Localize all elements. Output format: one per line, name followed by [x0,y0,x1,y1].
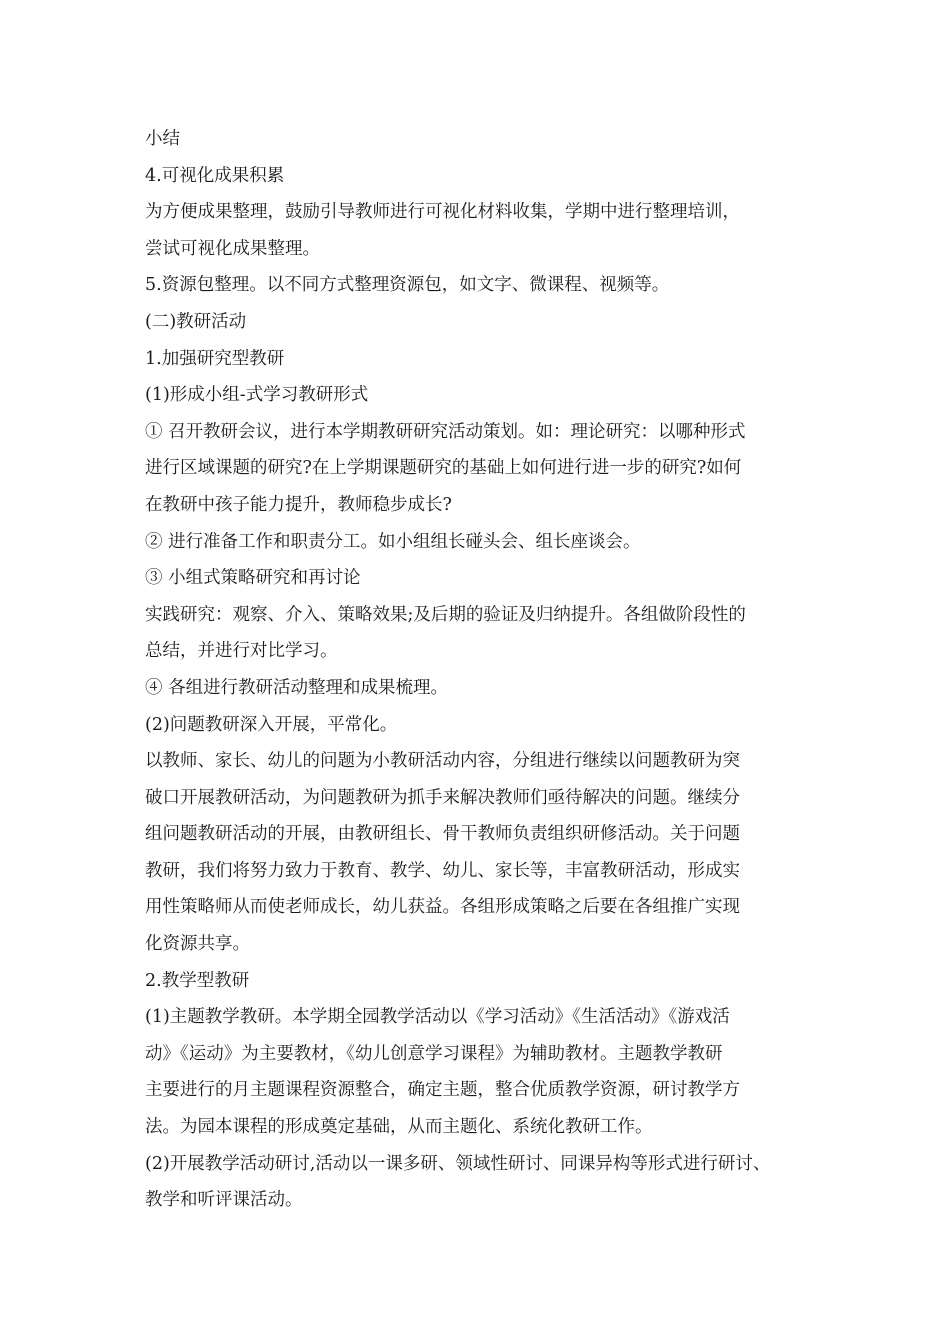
paragraph-line: 破口开展教研活动，为问题教研为抓手来解决教师们亟待解决的问题。继续分 [145,787,740,808]
paragraph-line: (1)主题教学教研。本学期全园教学活动以《学习活动》《生活活动》《游戏活 [145,1007,730,1028]
paragraph-line: ③ 小组式策略研究和再讨论 [145,568,361,589]
subsection-heading: 2.教学型教研 [145,970,250,991]
paragraph-line: 为方便成果整理，鼓励引导教师进行可视化材料收集，学期中进行整理培训， [145,202,740,223]
item-heading: (2)问题教研深入开展，平常化。 [145,714,398,735]
paragraph-line: ① 召开教研会议，进行本学期教研研究活动策划。如：理论研究：以哪种形式 [145,421,746,442]
paragraph-line: 在教研中孩子能力提升，教师稳步成长? [145,494,452,515]
paragraph-line: 总结，并进行对比学习。 [145,641,338,662]
document-body [145,121,825,1219]
paragraph-line: 教学和听评课活动。 [145,1190,303,1211]
paragraph-line: 组问题教研活动的开展，由教研组长、骨干教师负责组织研修活动。关于问题 [145,824,740,845]
paragraph-line: (2)开展教学活动研讨,活动以一课多研、领域性研讨、同课异构等形式进行研讨、 [145,1153,771,1174]
paragraph-line: 法。为园本课程的形成奠定基础，从而主题化、系统化教研工作。 [145,1117,653,1138]
paragraph-line: 尝试可视化成果整理。 [145,238,320,259]
paragraph-line: 教研，我们将努力致力于教育、教学、幼儿、家长等，丰富教研活动，形成实 [145,860,740,881]
paragraph-line: ② 进行准备工作和职责分工。如小组组长碰头会、组长座谈会。 [145,531,641,552]
paragraph-line: 5.资源包整理。以不同方式整理资源包，如文字、微课程、视频等。 [145,275,670,296]
paragraph-line: 以教师、家长、幼儿的问题为小教研活动内容，分组进行继续以问题教研为突 [145,751,740,772]
paragraph-line: 进行区域课题的研究?在上学期课题研究的基础上如何进行进一步的研究?如何 [145,458,742,479]
paragraph-line: ④ 各组进行教研活动整理和成果梳理。 [145,677,449,698]
section-heading-teaching-research: (二)教研活动 [145,311,247,332]
summary-heading: 小结 [145,129,180,149]
subsection-heading: 1.加强研究型教研 [145,348,285,369]
section-heading-visual-results: 4.可视化成果积累 [145,165,285,186]
paragraph-line: 主要进行的月主题课程资源整合，确定主题，整合优质教学资源，研讨教学方 [145,1080,740,1101]
paragraph-line: 化资源共享。 [145,934,250,955]
paragraph-line: 动》《运动》为主要教材，《幼儿创意学习课程》为辅助教材。主题教学教研 [145,1043,723,1064]
item-heading: (1)形成小组-式学习教研形式 [145,385,369,406]
paragraph-line: 用性策略师从而使老师成长，幼儿获益。各组形成策略之后要在各组推广实现 [145,897,740,918]
paragraph-line: 实践研究：观察、介入、策略效果;及后期的验证及归纳提升。各组做阶段性的 [145,604,746,625]
